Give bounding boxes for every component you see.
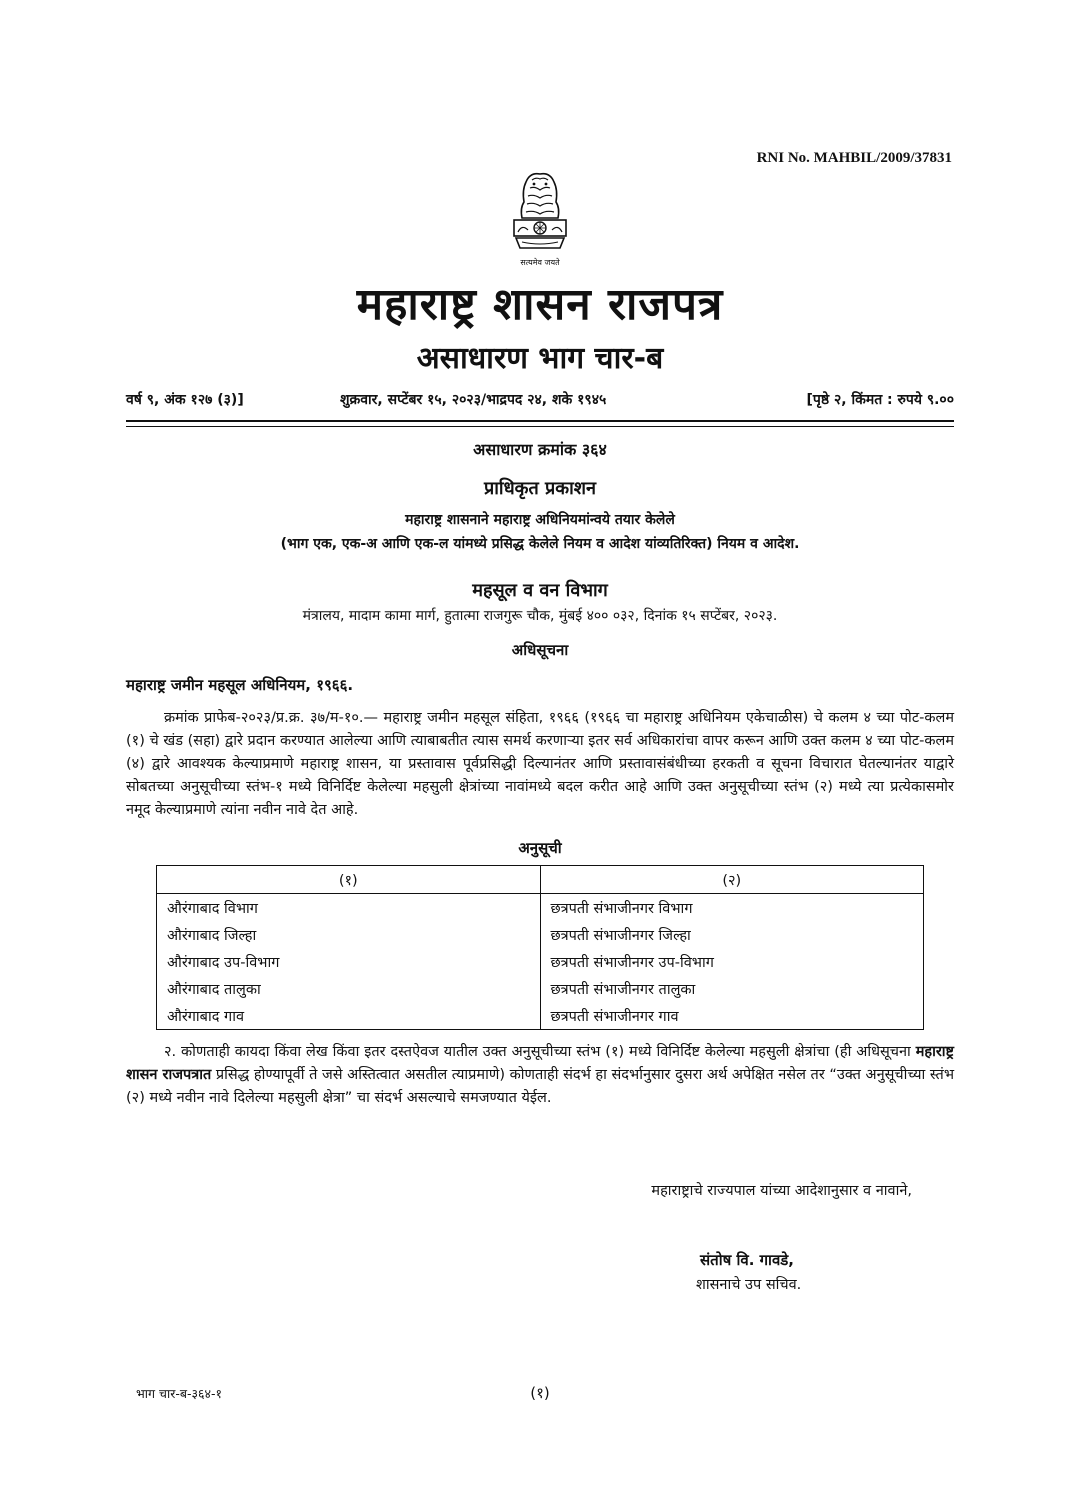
extraordinary-number: असाधारण क्रमांक ३६४: [473, 440, 607, 459]
act-title: महाराष्ट्र जमीन महसूल अधिनियम, १९६६.: [126, 676, 354, 694]
old-name-cell: औरंगाबाद तालुका: [157, 975, 541, 1002]
footer-reference: भाग चार-ब-३६४-१: [136, 1386, 222, 1401]
schedule-title: अनुसूची: [518, 839, 562, 857]
new-name-cell: छत्रपती संभाजीनगर जिल्हा: [540, 921, 924, 948]
exception-line: (भाग एक, एक-अ आणि एक-ल यांमध्ये प्रसिद्ध केलेले नियम व आदेश यांव्यतिरिक्त) नियम व आदेश.: [280, 536, 800, 552]
header-rule-thin: [126, 426, 954, 427]
paragraph-2-part-1: २. कोणताही कायदा किंवा लेख किंवा इतर दस्तऐवज यातील उक्त अनुसूचीच्या स्तंभ (१) मध्ये विनिर्दिष्ट केलेल्या महसुली क्षेत्रांचा (ही अधिसूचना: [164, 1044, 916, 1060]
emblem-motto: सत्यमेव जयते: [520, 258, 560, 267]
new-name-cell: छत्रपती संभाजीनगर विभाग: [540, 894, 924, 922]
old-name-cell: औरंगाबाद जिल्हा: [157, 921, 541, 948]
table-header-row: [157, 866, 924, 894]
new-name-cell: छत्रपती संभाजीनगर तालुका: [540, 975, 924, 1002]
paragraph-2: [126, 1041, 954, 1110]
new-name-cell: छत्रपती संभाजीनगर उप-विभाग: [540, 948, 924, 975]
page-number: (१): [530, 1384, 550, 1402]
prepared-by-line: महाराष्ट्र शासनाने महाराष्ट्र अधिनियमांन्वये तयार केलेले: [405, 512, 675, 528]
table-row: [157, 921, 924, 948]
issue-date: शुक्रवार, सप्टेंबर १५, २०२३/भाद्रपद २४, शके १९४५: [340, 392, 607, 408]
signer-designation: शासनाचे उप सचिव.: [696, 1277, 802, 1293]
column-1-header: (१): [157, 866, 541, 894]
pages-price: [पृष्ठे २, किंमत : रुपये ९.००: [806, 392, 954, 408]
governor-order: महाराष्ट्राचे राज्यपाल यांच्या आदेशानुसार व नावाने,: [651, 1183, 912, 1199]
table-row: [157, 975, 924, 1002]
new-name-cell: छत्रपती संभाजीनगर गाव: [540, 1002, 924, 1030]
header-rule-thick: [126, 420, 954, 422]
old-name-cell: औरंगाबाद उप-विभाग: [157, 948, 541, 975]
year-issue: वर्ष ९, अंक १२७ (३)]: [126, 392, 244, 408]
column-2-header: (२): [540, 866, 924, 894]
gazette-subtitle: असाधारण भाग चार-ब: [416, 341, 664, 376]
ashoka-emblem-icon: [500, 168, 580, 276]
department-address: मंत्रालय, मादाम कामा मार्ग, हुतात्मा राजगुरू चौक, मुंबई ४०० ०३२, दिनांक १५ सप्टेंबर, २०२३.: [302, 608, 778, 624]
gazette-title: महाराष्ट्र शासन राजपत्र: [356, 279, 724, 330]
notification-heading: अधिसूचना: [511, 641, 569, 659]
issue-meta-row: [126, 390, 954, 412]
signer-name: संतोष वि. गावडे,: [700, 1251, 795, 1269]
table-row: [157, 894, 924, 922]
paragraph-1: क्रमांक प्राफेब-२०२३/प्र.क्र. ३७/म-१०.— महाराष्ट्र जमीन महसूल संहिता, १९६६ (१९६६ चा महाराष्ट्र अधिनियम एकेचाळीस) चे कलम ४ च्या पोट-कलम (१) चे खंड (सहा) द्वारे प्रदान करण्यात आलेल्या आणि त्याबाबतीत त्यास समर्थ करणाऱ्या इतर सर्व अधिकारांचा वापर करून आणि उक्त कलम ४ च्या पोट-कलम (४) द्वारे आवश्यक केल्याप्रमाणे महाराष्ट्र शासन, या प्रस्तावास पूर्वप्रसिद्धी दिल्यानंतर आणि प्रस्तावासंबंधीच्या हरकती व सूचना विचारात घेतल्यानंतर याद्वारे सोबतच्या अनुसूचीच्या स्तंभ-१ मध्ये विनिर्दिष्ट केलेल्या महसुली क्षेत्रांच्या नावांमध्ये बदल करीत आहे आणि उक्त अनुसूचीच्या स्तंभ (२) मध्ये त्या प्रत्येकासमोर नमूद केल्याप्रमाणे त्यांना नवीन नावे देत आहे.: [126, 710, 954, 818]
old-name-cell: औरंगाबाद गाव: [157, 1002, 541, 1030]
old-name-cell: औरंगाबाद विभाग: [157, 894, 541, 922]
paragraph-2-part-2: प्रसिद्ध होण्यापूर्वी ते जसे अस्तित्वात असतील त्याप्रमाणे) कोणताही संदर्भ हा संदर्भानुसार दुसरा अर्थ अपेक्षित नसेल तर “उक्त अनुसूचीच्या स्तंभ (२) मध्ये नवीन नावे दिलेल्या महसुली क्षेत्रा” चा संदर्भ असल्याचे समजण्यात येईल.: [126, 1067, 955, 1106]
rni-number: RNI No. MAHBIL/2009/37831: [756, 150, 952, 166]
schedule-table: [156, 865, 924, 1030]
table-row: [157, 1002, 924, 1030]
authorized-publication: प्राधिकृत प्रकाशन: [484, 478, 596, 499]
paragraph-2-bold: महाराष्ट्र शासन राजपत्रात: [126, 1044, 954, 1083]
department-name: महसूल व वन विभाग: [472, 580, 608, 601]
table-row: [157, 948, 924, 975]
